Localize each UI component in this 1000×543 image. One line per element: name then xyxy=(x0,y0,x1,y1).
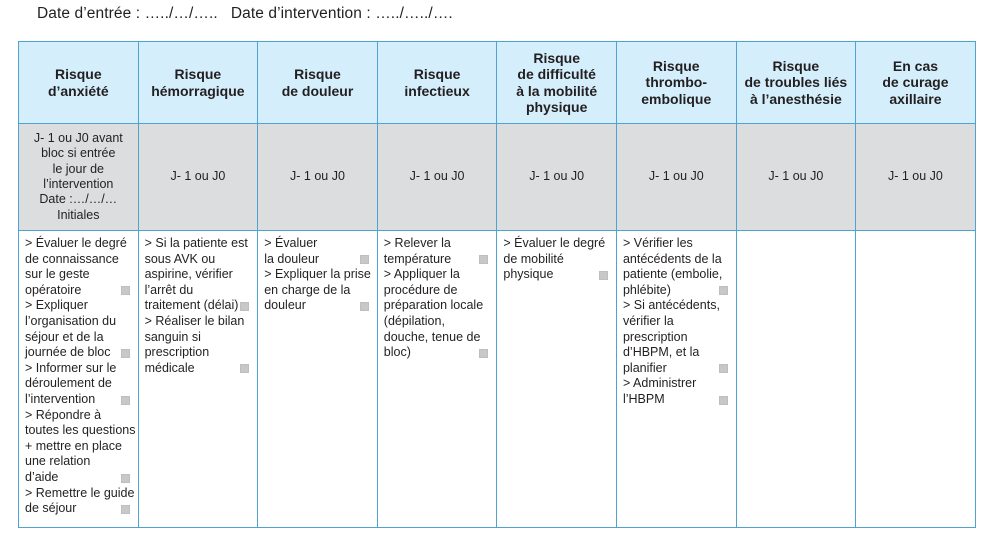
action-text-line: déroulement de xyxy=(25,376,112,391)
action-text-line: l’intervention xyxy=(25,391,96,406)
actions-cell xyxy=(736,231,856,528)
action-text-line: traitement (délai) xyxy=(144,298,239,313)
risk-header-line: d’anxiété xyxy=(47,82,109,99)
timing-cell xyxy=(856,124,976,231)
timing-row xyxy=(19,124,976,231)
risk-header-line: axillaire xyxy=(889,90,942,107)
actions-cell xyxy=(138,231,258,528)
risk-header-line: En cas xyxy=(892,57,939,74)
timing-cell xyxy=(19,124,139,231)
action-item xyxy=(264,267,372,314)
action-item xyxy=(145,314,253,376)
action-item xyxy=(25,236,133,298)
action-text-line: (dépilation, xyxy=(383,313,445,328)
timing-cell xyxy=(258,124,378,231)
action-text-line: opératoire xyxy=(25,282,82,297)
action-text-line: > Administrer xyxy=(622,376,697,391)
timing-cell xyxy=(138,124,258,231)
action-text-line: > Évaluer le degré xyxy=(25,236,127,250)
action-text-line: antécédents de la xyxy=(622,251,722,266)
actions-list xyxy=(856,231,975,240)
action-text-line: douche, tenue de xyxy=(383,329,481,344)
actions-cell xyxy=(616,231,736,528)
action-text-line: température xyxy=(383,251,452,266)
action-text-line: > Réaliser le bilan xyxy=(144,313,245,328)
timing-cell xyxy=(736,124,856,231)
checkbox-icon[interactable] xyxy=(719,396,728,405)
action-text-line: l’organisation du xyxy=(25,313,117,328)
action-text-line: une relation xyxy=(25,454,91,469)
action-text-line: l’arrêt du xyxy=(144,282,194,297)
risk-header-row xyxy=(19,42,976,124)
risk-header-line: physique xyxy=(525,99,588,115)
checkbox-icon[interactable] xyxy=(719,364,728,373)
action-text-line: d’HBPM, et la xyxy=(622,345,700,360)
action-item xyxy=(623,298,731,376)
timing-line: bloc si entrée xyxy=(41,146,116,161)
checkbox-icon[interactable] xyxy=(240,302,249,311)
timing-line: Date :…/…/… xyxy=(39,192,118,207)
action-item xyxy=(25,486,133,517)
action-text-line: toutes les questions xyxy=(25,423,136,438)
risk-header-line: de difficulté xyxy=(517,66,596,82)
action-item xyxy=(145,236,253,314)
risk-header-line: Risque xyxy=(772,57,820,74)
checkbox-icon[interactable] xyxy=(121,349,130,358)
checkbox-icon[interactable] xyxy=(121,474,130,483)
action-item xyxy=(25,407,136,486)
action-item xyxy=(25,298,133,360)
timing-line: le jour de xyxy=(52,161,105,176)
risk-header-line: à l’anesthésie xyxy=(749,90,842,107)
action-text-line: de séjour xyxy=(25,501,77,516)
action-text-line: sur le geste xyxy=(25,267,90,282)
timing-line: J- 1 ou J0 xyxy=(409,169,465,184)
entry-date-field[interactable]: Date d’entrée : …../…/….. xyxy=(37,5,218,22)
action-text-line: aspirine, vérifier xyxy=(144,267,233,282)
risk-header-cell xyxy=(258,42,378,124)
checkbox-icon[interactable] xyxy=(121,505,130,514)
action-item xyxy=(264,236,372,267)
timing-cell xyxy=(497,124,617,231)
timing-line: J- 1 ou J0 xyxy=(290,169,345,184)
actions-row xyxy=(19,231,976,528)
action-text-line: > Évaluer le degré xyxy=(503,236,606,250)
risk-header-cell xyxy=(19,42,139,124)
action-text-line: séjour et de la xyxy=(25,329,104,344)
action-text-line: vérifier la xyxy=(622,313,674,328)
date-line xyxy=(37,5,453,23)
action-item xyxy=(623,236,731,298)
action-text-line: de connaissance xyxy=(25,251,119,266)
action-text-line: planifier xyxy=(622,360,667,375)
checkbox-icon[interactable] xyxy=(479,255,488,264)
action-text-line: > Relever la xyxy=(383,236,451,250)
action-text-line: > Informer sur le xyxy=(25,360,117,375)
action-text-line: > Si la patiente est xyxy=(144,236,248,250)
actions-cell xyxy=(377,231,497,528)
checkbox-icon[interactable] xyxy=(360,302,369,311)
timing-line: J- 1 ou J0 xyxy=(888,169,943,184)
actions-list xyxy=(378,231,497,365)
risk-header-cell xyxy=(736,42,856,124)
risk-header-cell xyxy=(138,42,258,124)
action-item xyxy=(25,361,133,408)
action-text-line: > Appliquer la xyxy=(383,267,460,282)
action-text-line: prescription xyxy=(622,329,688,344)
action-text-line: la douleur xyxy=(264,251,320,266)
care-plan-table xyxy=(18,41,976,528)
timing-cell xyxy=(616,124,736,231)
action-text-line: en charge de la xyxy=(264,282,351,297)
risk-header-line: à la mobilité xyxy=(516,82,598,99)
risk-header-line: Risque xyxy=(533,49,581,66)
risk-header-line: embolique xyxy=(641,90,712,107)
action-text-line: médicale xyxy=(144,360,195,375)
action-text-line: sous AVK ou xyxy=(144,251,216,266)
checkbox-icon[interactable] xyxy=(479,349,488,358)
risk-header-line: Risque xyxy=(413,66,461,82)
action-text-line: sanguin si xyxy=(144,329,201,344)
action-text-line: > Évaluer xyxy=(264,236,318,250)
action-item xyxy=(623,376,731,407)
action-text-line: + mettre en place xyxy=(25,438,122,453)
actions-cell xyxy=(497,231,617,528)
action-text-line: > Vérifier les xyxy=(622,236,693,250)
action-text-line: > Si antécédents, xyxy=(622,298,720,313)
actions-list xyxy=(139,231,258,380)
risk-header-line: thrombo- xyxy=(645,74,707,91)
actions-list xyxy=(737,231,856,240)
risk-header-line: Risque xyxy=(54,66,102,82)
risk-header-line: Risque xyxy=(174,66,222,82)
timing-line: l’intervention xyxy=(43,177,114,191)
action-item xyxy=(384,236,492,267)
actions-cell xyxy=(19,231,139,528)
checkbox-icon[interactable] xyxy=(599,271,608,280)
action-text-line: prescription xyxy=(144,345,210,360)
actions-cell xyxy=(856,231,976,528)
actions-list xyxy=(617,231,736,412)
action-text-line: physique xyxy=(503,267,554,282)
action-text-line: de mobilité xyxy=(503,251,564,266)
risk-header-line: infectieux xyxy=(404,82,470,99)
action-text-line: l’HBPM xyxy=(622,391,665,406)
checkbox-icon[interactable] xyxy=(121,286,130,295)
risk-header-cell xyxy=(856,42,976,124)
checkbox-icon[interactable] xyxy=(719,286,728,295)
action-text-line: préparation locale xyxy=(383,298,484,313)
timing-line: J- 1 ou J0 xyxy=(170,169,226,184)
risk-header-line: de curage xyxy=(882,74,949,91)
timing-line: J- 1 ou J0 xyxy=(648,169,704,184)
action-text-line: phlébite) xyxy=(622,282,671,297)
risk-header-line: de troubles liés xyxy=(744,74,848,91)
action-text-line: > Expliquer la prise xyxy=(264,267,371,282)
risk-header-cell xyxy=(616,42,736,124)
actions-cell xyxy=(258,231,378,528)
timing-line: J- 1 ou J0 xyxy=(529,169,585,184)
timing-line: J- 1 ou J0 avant xyxy=(33,130,123,145)
risk-header-cell xyxy=(377,42,497,124)
action-item xyxy=(384,267,492,361)
action-text-line: procédure de xyxy=(383,282,458,297)
timing-cell xyxy=(377,124,497,231)
risk-header-line: de douleur xyxy=(281,82,354,99)
risk-header-line: Risque xyxy=(294,66,341,82)
action-text-line: douleur xyxy=(264,298,306,313)
timing-line: J- 1 ou J0 xyxy=(768,169,824,184)
actions-list xyxy=(497,231,616,287)
action-text-line: d’aide xyxy=(25,469,59,484)
action-text-line: journée de bloc xyxy=(25,345,111,360)
action-text-line: bloc) xyxy=(383,345,411,360)
actions-list xyxy=(19,231,138,521)
checkbox-icon[interactable] xyxy=(121,396,130,405)
risk-header-line: hémorragique xyxy=(151,82,245,99)
risk-header-line: Risque xyxy=(652,57,700,74)
actions-list xyxy=(258,231,377,318)
action-text-line: > Répondre à xyxy=(25,407,102,422)
action-text-line: > Remettre le guide xyxy=(25,485,135,500)
intervention-date-field[interactable]: Date d’intervention : …../…../…. xyxy=(230,5,453,22)
timing-line: Initiales xyxy=(57,207,100,222)
action-item xyxy=(503,236,611,283)
action-text-line: patiente (embolie, xyxy=(622,267,723,282)
risk-header-cell xyxy=(497,42,617,124)
action-text-line: > Expliquer xyxy=(25,298,88,313)
checkbox-icon[interactable] xyxy=(240,364,249,373)
checkbox-icon[interactable] xyxy=(360,255,369,264)
